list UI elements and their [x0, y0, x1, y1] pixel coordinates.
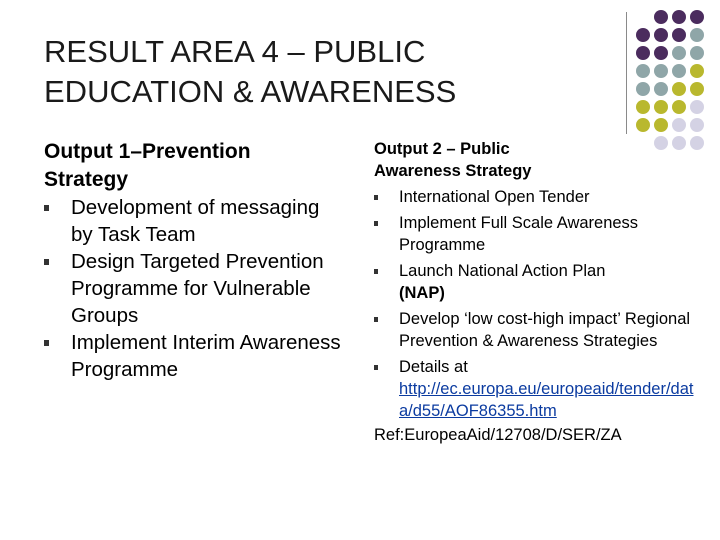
- list-item: [374, 212, 704, 256]
- decorative-dot: [654, 100, 668, 114]
- decorative-dot: [690, 10, 704, 24]
- output-1-list: [44, 194, 344, 383]
- decorative-dot: [654, 64, 668, 78]
- tender-details-link[interactable]: http://ec.europa.eu/europeaid/tender/data/d55/AOF86355.htm: [399, 380, 694, 420]
- decorative-dot: [690, 64, 704, 78]
- list-item: [374, 186, 704, 208]
- right-column: [374, 138, 704, 446]
- decorative-dot: [636, 28, 650, 42]
- decorative-dot: [690, 28, 704, 42]
- square-bullet-icon: [44, 259, 49, 265]
- decorative-dot: [654, 28, 668, 42]
- square-bullet-icon: [374, 365, 378, 370]
- list-item-text: Implement Interim Awareness Programme: [71, 331, 341, 381]
- decorative-dot: [654, 10, 668, 24]
- left-column: [44, 138, 344, 383]
- decorative-dot: [636, 64, 650, 78]
- output-1-heading-line-2: Strategy: [44, 168, 129, 191]
- square-bullet-icon: [374, 221, 378, 226]
- square-bullet-icon: [44, 340, 49, 346]
- output-2-list: [374, 186, 704, 422]
- slide-title: [44, 32, 604, 112]
- decorative-dot: [690, 118, 704, 132]
- decorative-dot: [690, 46, 704, 60]
- decorative-dot: [672, 46, 686, 60]
- decorative-dot: [654, 82, 668, 96]
- list-item: [44, 329, 344, 383]
- decorative-dot: [636, 10, 650, 24]
- title-line-1: RESULT AREA 4 – PUBLIC: [44, 34, 426, 69]
- list-item: [44, 194, 344, 248]
- decorative-dot: [636, 46, 650, 60]
- list-item-text: Design Targeted Prevention Programme for Vulnerable Groups: [71, 250, 324, 327]
- output-2-heading-line-2: Awareness Strategy: [374, 162, 532, 180]
- list-item: [374, 356, 704, 422]
- decorative-dot: [672, 100, 686, 114]
- decorative-dot: [672, 64, 686, 78]
- output-2-heading-line-1: Output 2 – Public: [374, 140, 510, 158]
- title-line-2: EDUCATION & AWARENESS: [44, 74, 457, 109]
- output-1-heading: [44, 138, 344, 194]
- list-item-text: Implement Full Scale Awareness Programme: [399, 214, 639, 254]
- decorative-dot: [672, 82, 686, 96]
- list-item-text: International Open Tender: [399, 188, 590, 206]
- square-bullet-icon: [374, 195, 378, 200]
- square-bullet-icon: [374, 317, 378, 322]
- decorative-dot: [672, 10, 686, 24]
- square-bullet-icon: [374, 269, 378, 274]
- square-bullet-icon: [44, 205, 49, 211]
- decorative-dot: [672, 28, 686, 42]
- reference-text: Ref:EuropeaAid/12708/D/SER/ZA: [374, 426, 622, 444]
- decorative-dot-grid: [636, 10, 706, 152]
- decorative-dot: [654, 46, 668, 60]
- decorative-dot: [636, 100, 650, 114]
- decorative-dot: [636, 118, 650, 132]
- list-item: [374, 260, 704, 304]
- list-item: [44, 248, 344, 329]
- list-item: [374, 308, 704, 352]
- list-item-text: Develop ‘low cost-high impact’ Regional Prevention & Awareness Strategies: [399, 310, 691, 350]
- list-item-text: Details at: [399, 358, 468, 376]
- output-1-heading-line-1: Output 1–Prevention: [44, 140, 251, 163]
- decorative-dot: [672, 118, 686, 132]
- decorative-divider: [626, 12, 627, 134]
- list-item-text: Development of messaging by Task Team: [71, 196, 320, 246]
- decorative-dot: [654, 118, 668, 132]
- output-2-heading: [374, 138, 704, 182]
- decorative-dot: [690, 82, 704, 96]
- decorative-dot: [690, 100, 704, 114]
- decorative-dot: [636, 82, 650, 96]
- nap-label: (NAP): [399, 284, 445, 302]
- list-item-text: Launch National Action Plan: [399, 262, 606, 280]
